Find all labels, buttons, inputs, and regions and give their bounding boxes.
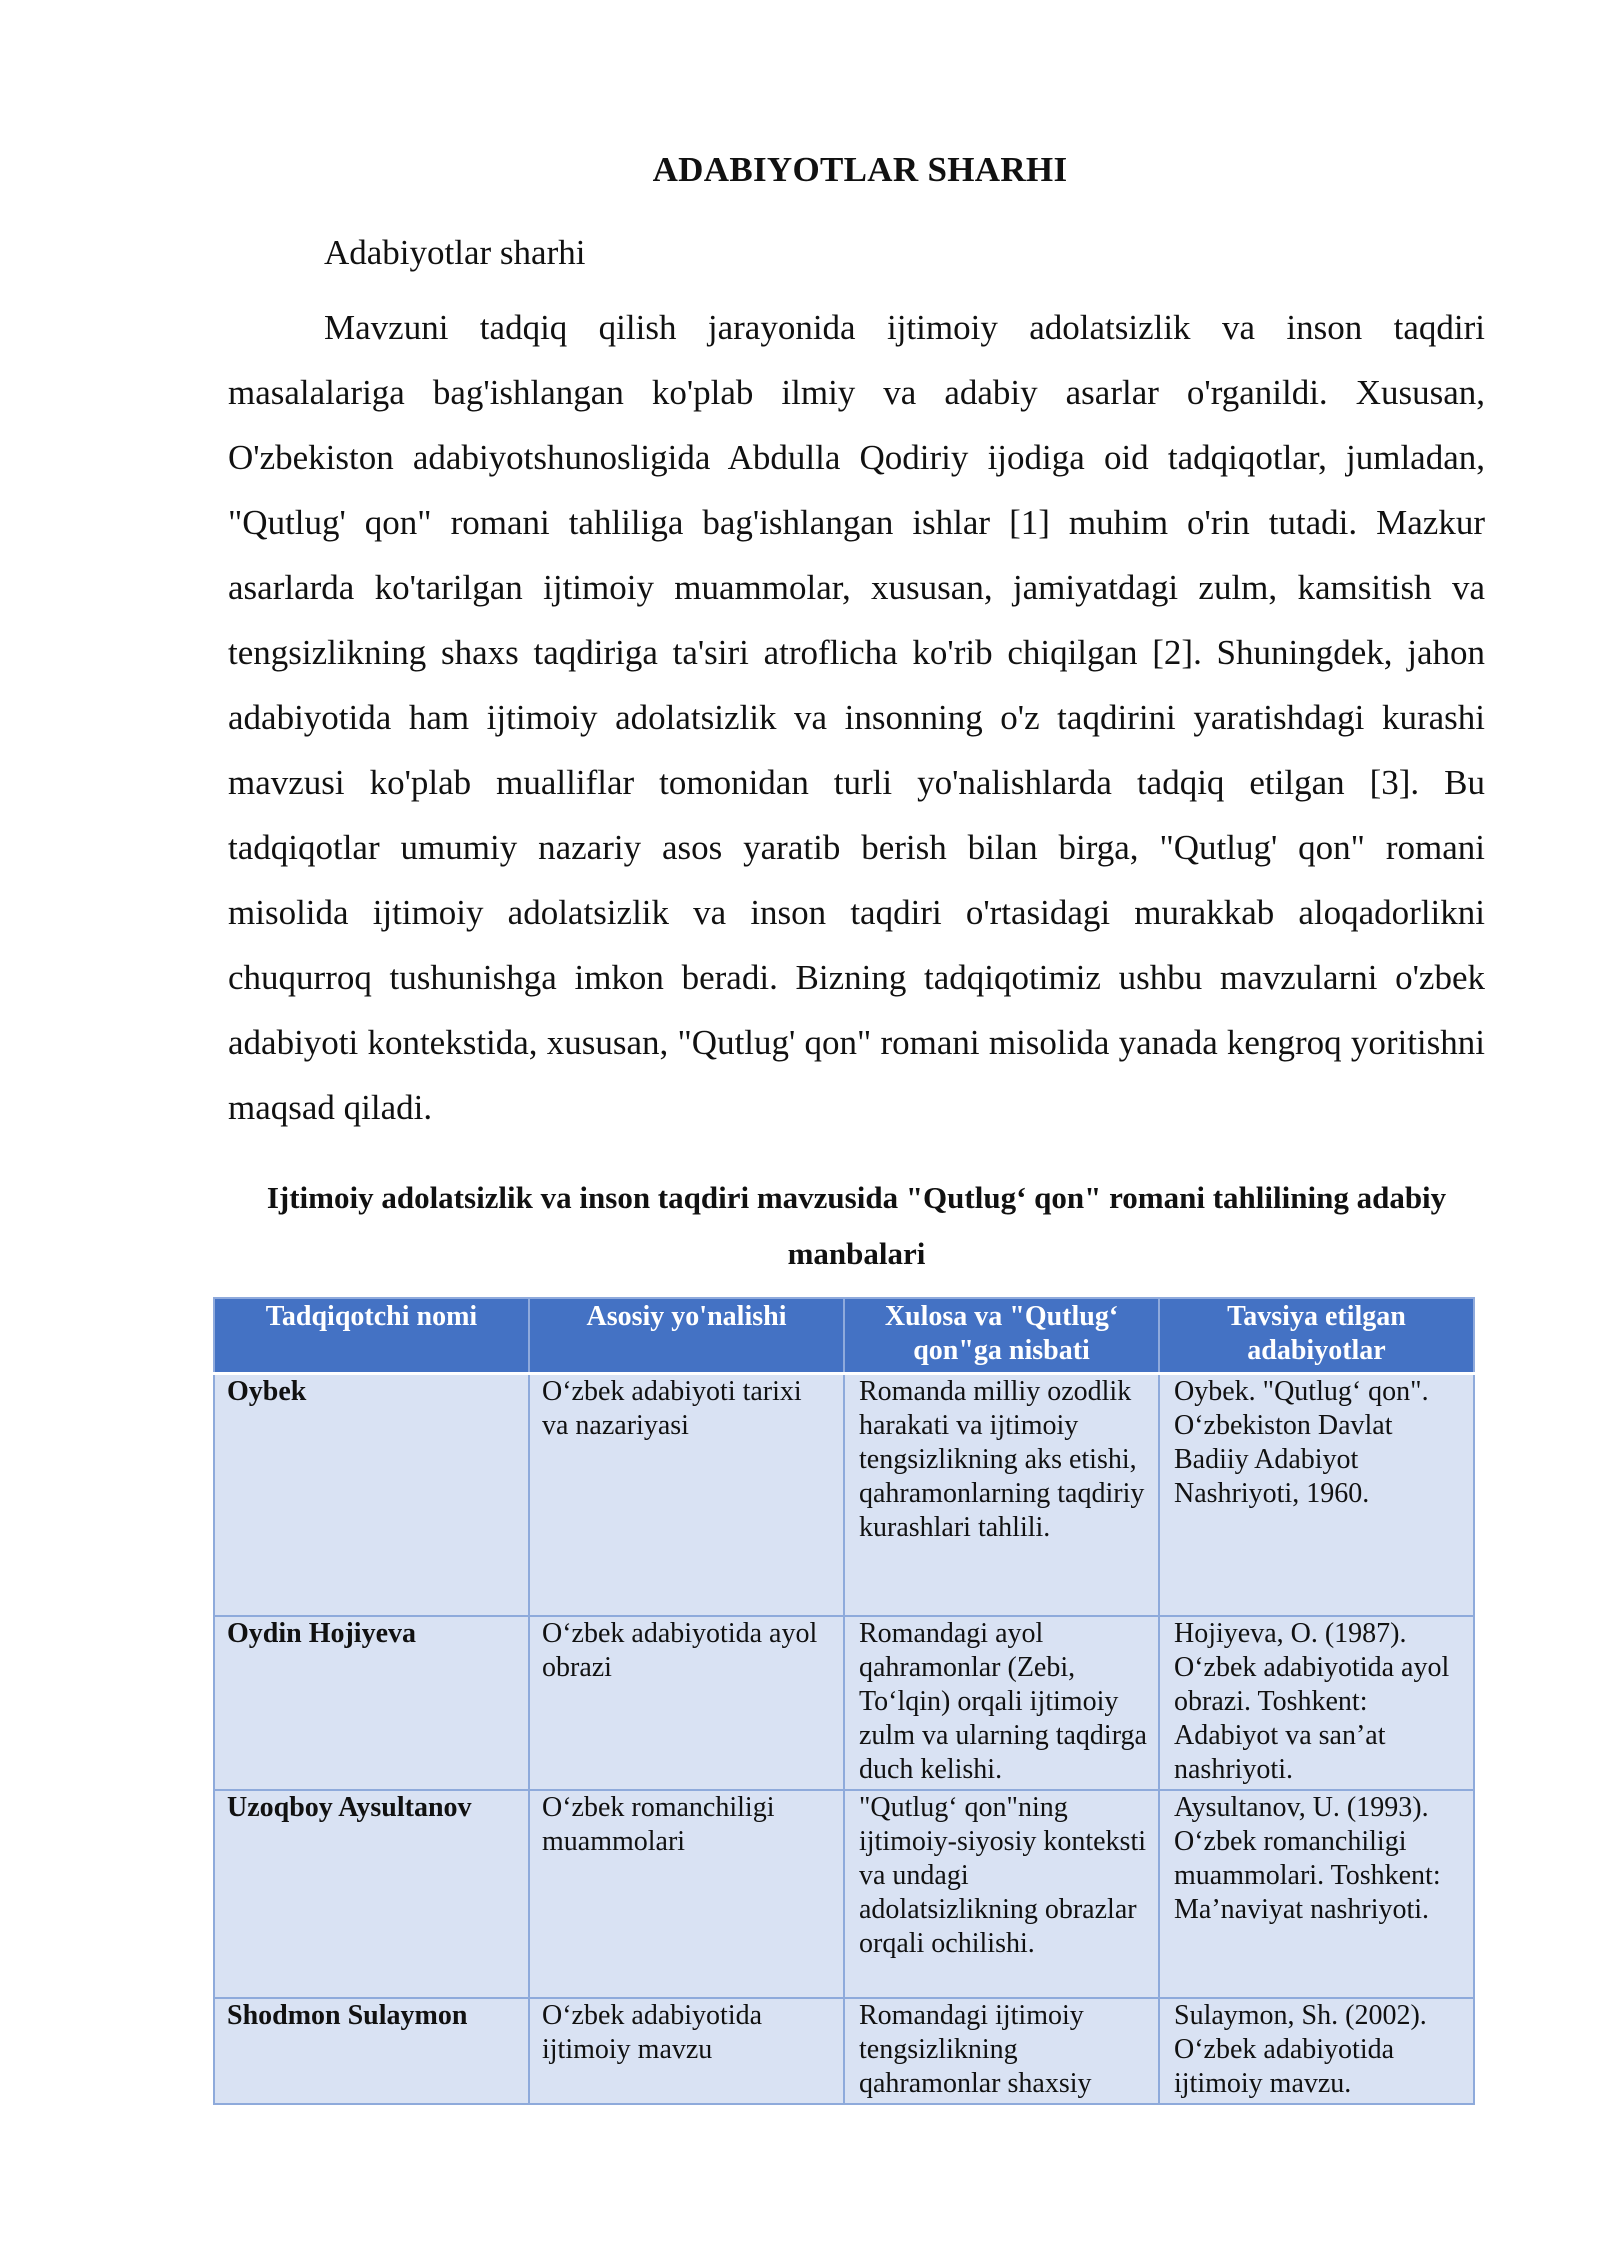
table-row <box>214 1616 1474 1790</box>
direction-cell: O‘zbek romanchiligi muammolari <box>529 1790 844 1998</box>
header-researcher-name: Tadqiqotchi nomi <box>214 1298 529 1374</box>
researcher-name-cell: Oydin Hojiyeva <box>214 1616 529 1790</box>
table-row <box>214 1374 1474 1617</box>
body-paragraph: Mavzuni tadqiq qilish jarayonida ijtimoiy adolatsizlik va inson taqdiri masalalariga bag'ishlangan ko'plab ilmiy va adabiy asarlar o'rganildi. Xususan, O'zbekiston adabiyotshunosligida Abdulla Qodiriy ijodiga oid tadqiqotlar, jumladan, "Qutlug' qon" romani tahliliga bag'ishlangan ishlar [1] muhim o'rin tutadi. Mazkur asarlarda ko'tarilgan ijtimoiy muammolar, xususan, jamiyatdagi zulm, kamsitish va tengsizlikning shaxs taqdiriga ta'siri atroflicha ko'rib chiqilgan [2]. Shuningdek, jahon adabiyotida ham ijtimoiy adolatsizlik va insonning o'z taqdirini yaratishdagi kurashi mavzusi ko'plab mualliflar tomonidan turli yo'nalishlarda tadqiq etilgan [3]. Bu tadqiqotlar umumiy nazariy asos yaratib berish bilan birga, "Qutlug' qon" romani misolida ijtimoiy adolatsizlik va inson taqdiri o'rtasidagi murakkab aloqadorlikni chuqurroq tushunishga imkon beradi. Bizning tadqiqotimiz ushbu mavzularni o'zbek adabiyoti kontekstida, xususan, "Qutlug' qon" romani misolida yanada kengroq yoritishni maqsad qiladi. <box>228 308 1485 1127</box>
literature-sources-table <box>213 1297 1475 2105</box>
header-conclusion: Xulosa va "Qutlug‘ qon"ga nisbati <box>844 1298 1159 1374</box>
direction-cell: O‘zbek adabiyotida ayol obrazi <box>529 1616 844 1790</box>
conclusion-cell: Romandagi ijtimoiy tengsizlikning qahramonlar shaxsiy <box>844 1998 1159 2104</box>
section-subheading: Adabiyotlar sharhi <box>324 233 586 272</box>
researcher-name-cell: Shodmon Sulaymon <box>214 1998 529 2104</box>
section-heading: ADABIYOTLAR SHARHI <box>652 150 1068 189</box>
table-row <box>214 1790 1474 1998</box>
references-cell: Oybek. "Qutlug‘ qon". O‘zbekiston Davlat Badiiy Adabiyot Nashriyoti, 1960. <box>1159 1374 1474 1617</box>
direction-cell: O‘zbek adabiyotida ijtimoiy mavzu <box>529 1998 844 2104</box>
conclusion-cell: "Qutlug‘ qon"ning ijtimoiy-siyosiy konteksti va undagi adolatsizlikning obrazlar orqali ochilishi. <box>844 1790 1159 1998</box>
references-cell: Hojiyeva, O. (1987). O‘zbek adabiyotida ayol obrazi. Toshkent: Adabiyot va san’at nashriyoti. <box>1159 1616 1474 1790</box>
conclusion-cell: Romanda milliy ozodlik harakati va ijtimoiy tengsizlikning aks etishi, qahramonlarning taqdiriy kurashlari tahlili. <box>844 1374 1159 1617</box>
header-main-direction: Asosiy yo'nalishi <box>529 1298 844 1374</box>
researcher-name-cell: Uzoqboy Aysultanov <box>214 1790 529 1998</box>
table-caption: Ijtimoiy adolatsizlik va inson taqdiri mavzusida "Qutlug‘ qon" romani tahlilining adabiy manbalari <box>266 1180 1447 1271</box>
references-cell: Sulaymon, Sh. (2002). O‘zbek adabiyotida ijtimoiy mavzu. <box>1159 1998 1474 2104</box>
conclusion-cell: Romandagi ayol qahramonlar (Zebi, To‘lqin) orqali ijtimoiy zulm va ularning taqdirga duch kelishi. <box>844 1616 1159 1790</box>
header-references: Tavsiya etilgan adabiyotlar <box>1159 1298 1474 1374</box>
table-row <box>214 1998 1474 2104</box>
direction-cell: O‘zbek adabiyoti tarixi va nazariyasi <box>529 1374 844 1617</box>
references-cell: Aysultanov, U. (1993). O‘zbek romanchiligi muammolari. Toshkent: Ma’naviyat nashriyoti. <box>1159 1790 1474 1998</box>
researcher-name-cell: Oybek <box>214 1374 529 1617</box>
table-header-row <box>214 1298 1474 1374</box>
